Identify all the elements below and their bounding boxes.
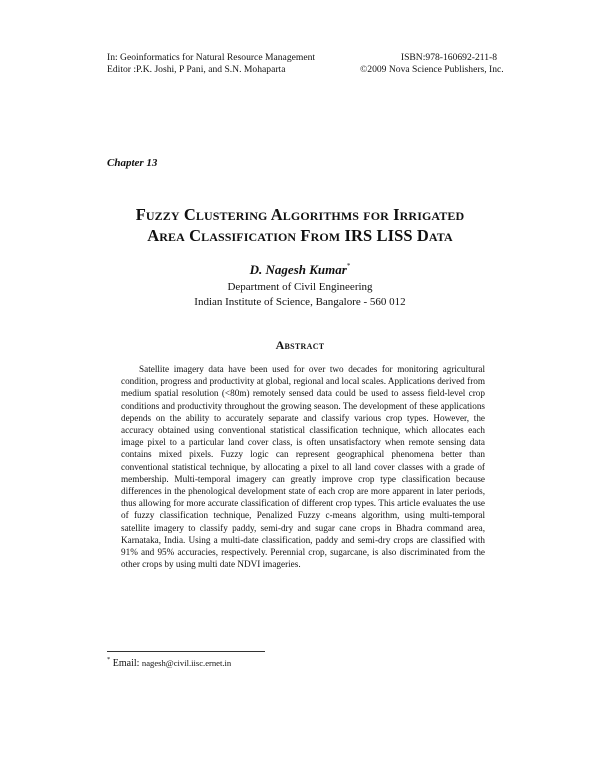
footnote-divider [107,651,265,652]
author-name-text: D. Nagesh Kumar [249,262,347,277]
author-affiliation [70,280,530,310]
author-email: nagesh@civil.iisc.ernet.in [141,658,232,668]
paper-title [70,204,530,246]
affiliation-department: Department of Civil Engineering [227,281,373,293]
affiliation-institution: Indian Institute of Science, Bangalore - 560 012 [194,296,406,308]
title-acronym: IRS LISS [344,226,413,245]
author-name [70,262,530,278]
running-header-left [107,52,315,76]
abstract-text: Satellite imagery data have been used for over two decades for monitoring agricultural condition, progress and productivity at global, regional and local scales. Applications derived from medium spatial resolution (<80m) remotely sensed data could be used to assess field-level crop conditions and productivity throughout the growing season. The development of these applications depends on the ability to accurately separate and classify various crop types. However, the accuracy obtained using conventional statistical classification technique, which allocates each image pixel to a particular land cover class, is often unsatisfactory when remote sensing data contains mixed pixels. Fuzzy logic can represent geographical phenomena better than conventional statistical technique, by allocating a pixel to all land cover classes with a grade of membership. Multi-temporal imagery can greatly improve crop type classification because differences in the phenological development state of each crop are more apparent in later periods, thus allowing for more accurate classification of different crop types. This article evaluates the use of fuzzy classification technique, Penalized Fuzzy c-means algorithm, using multi-temporal satellite imagery to classify paddy, semi-dry and sugar cane crops in Bhadra command area, Karnataka, India. Using a multi-date classification, paddy and semi-dry crops are classified with 91% and 95% accuracies, respectively. Perennial crop, sugarcane, is also discriminated from the other crops by using multi date NDVI imageries. [121,364,485,570]
footnote [107,656,231,669]
title-line-1: Fuzzy Clustering Algorithms for Irrigated [135,205,465,224]
footnote-marker: * [107,656,111,663]
header-copyright: ©2009 Nova Science Publishers, Inc. [360,64,504,75]
running-header-right [360,52,504,76]
header-isbn: ISBN:978-160692-211-8 [400,52,497,63]
author-footnote-marker: * [346,262,351,270]
title-line-2 [70,225,530,246]
chapter-label: Chapter 13 [107,157,158,169]
title-line-2-start: Area Classification From [147,226,345,245]
header-editors: Editor :P.K. Joshi, P Pani, and S.N. Mohaparta [107,64,286,75]
footnote-label: Email: [112,658,140,669]
abstract-heading: Abstract [275,338,325,352]
title-line-2-end: Data [412,226,453,245]
header-book-title: In: Geoinformatics for Natural Resource Management [107,52,316,63]
